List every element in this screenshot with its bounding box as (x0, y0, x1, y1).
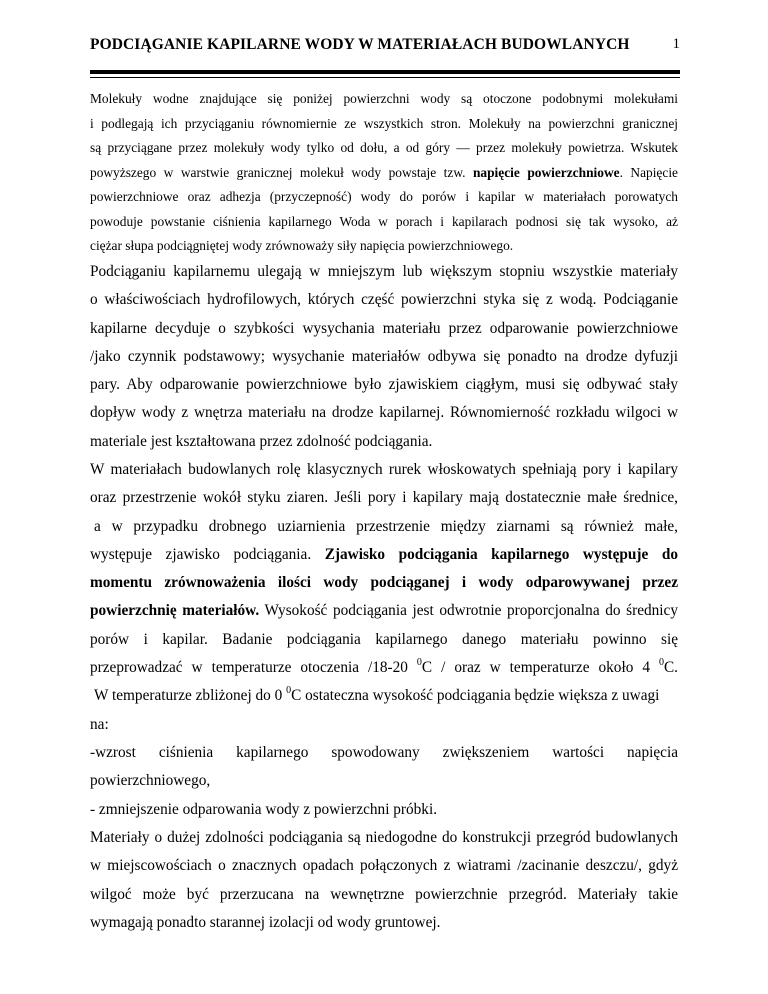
text-line: powierzchniowego, (90, 772, 211, 790)
header-rule-thick (90, 70, 680, 74)
superscript-degree: 0 (416, 657, 422, 669)
list-item: -wzrost ciśnienia kapilarnego spowodowany zwiększeniem wartości napięcia (90, 743, 678, 761)
text-line: materiale jest kształtowana przez zdolność podciągania. (90, 432, 433, 450)
text-line: W temperaturze zbliżonej do 0 $^0$C ostateczna wysokość podciągania będzie większa z uwagi (94, 685, 660, 705)
page-number: 1 (672, 36, 680, 52)
text-line: Podciąganiu kapilarnemu ulegają w mniejszym lub większym stopniu wszystkie materiały (90, 263, 678, 280)
text-line: porów i kapilar. Badanie podciągania kapilarnego danego materiału powinno się (90, 630, 678, 648)
paragraph-capillary-rise (90, 258, 678, 456)
text-line: Materiały o dużej zdolności podciągania są niedogodne do konstrukcji przegród budowlanych (90, 829, 678, 846)
text-line: kapilarne decyduje o szybkości wysychania materiału przez odparowanie powierzchniowe (90, 319, 678, 337)
text-line: o właściwościach hydrofilowych, których część powierzchni styka się z wodą. Podciąganie (90, 291, 678, 309)
superscript-degree: 0 (658, 657, 664, 669)
text-line: są przyciągane przez molekuły wody tylko od dołu, a od góry — przez molekuły powietrza. Wskutek (90, 140, 678, 155)
text-line: a w przypadku drobnego uziarnienia przestrzenie między ziarnami są również małe, (94, 517, 678, 535)
list-item: - zmniejszenie odparowania wody z powierzchni próbki. (90, 800, 438, 818)
text-line: wymagają ponadto starannej izolacji od wody gruntowej. (90, 913, 441, 931)
text-line: wilgoć może być przerzucana na wewnętrzne powierzchnie przegród. Materiały takie (90, 885, 678, 903)
text-line: powyższego w warstwie granicznej molekuł wody powstaje tzw. napięcie powierzchniowe. Napięcie (90, 164, 678, 180)
text-line: w miejscowościach o znacznych opadach połączonych z wiatrami /zacinanie deszczu/, gdyż (90, 857, 678, 875)
term-surface-tension: napięcie powierzchniowe (472, 164, 620, 180)
bold-statement: momentu zrównoważenia ilości wody podciąganej i wody odparowywanej przez (90, 574, 678, 592)
text-line: /jako czynnik podstawowy; wysychanie materiałów odbywa się ponadto na drodze dyfuzji (90, 347, 678, 365)
superscript-degree: 0 (286, 685, 292, 697)
text-line: ciężar słupa podciągniętej wody zrównoważy siły napięcia powierzchniowego. (90, 238, 514, 253)
text-line: przeprowadzać w temperaturze otoczenia /18-20 $^0$C / oraz w temperaturze około 4 $^0$C. (90, 657, 678, 677)
text-line: oraz przestrzenie wokół styku ziaren. Jeśli pory i kapilary mają dostatecznie małe średnice, (90, 489, 678, 507)
text-line: Molekuły wodne znajdujące się poniżej powierzchni wody są otoczone podobnymi molekułami (90, 91, 678, 106)
text-line: i podlegają ich przyciąganiu równomiernie ze wszystkich stron. Molekuły na powierzchni granicznej (90, 115, 678, 131)
bold-statement: Zjawisko podciągania kapilarnego występuje do (324, 545, 678, 563)
text-line: powoduje powstanie ciśnienia kapilarnego Woda w porach i kapilarach podnosi się tak wysoko, aż (90, 213, 678, 229)
text-line: powierzchniowe oraz adhezja (przyczepność) wody do porów i kapilar w materiałach porowatych (90, 189, 678, 204)
text-line: W materiałach budowlanych rolę klasycznych rurek włoskowatych spełniają pory i kapilary (90, 461, 678, 478)
page-header (90, 36, 680, 58)
text-line: dopływ wody z wnętrza materiału na drodze kapilarnej. Równomierność rozkładu wilgoci w (90, 404, 678, 422)
text-line (90, 569, 678, 597)
text-line: pary. Aby odparowanie powierzchniowe było zjawiskiem ciągłym, musi się odbywać stały (90, 376, 678, 394)
text-line: na: (90, 715, 109, 733)
header-rule-thin (90, 77, 680, 78)
paragraph-building-materials (90, 456, 678, 824)
paragraph-surface-tension (90, 87, 678, 259)
document-title: PODCIĄGANIE KAPILARNE WODY W MATERIAŁACH BUDOWLANYCH (90, 36, 630, 53)
bold-statement: powierzchnię materiałów. (90, 602, 260, 620)
text-line: powierzchnię materiałów. Wysokość podciągania jest odwrotnie proporcjonalna do średnicy (90, 602, 678, 620)
paragraph-conclusion (90, 824, 678, 937)
text-line: występuje zjawisko podciągania. Zjawisko podciągania kapilarnego występuje do (90, 545, 678, 563)
